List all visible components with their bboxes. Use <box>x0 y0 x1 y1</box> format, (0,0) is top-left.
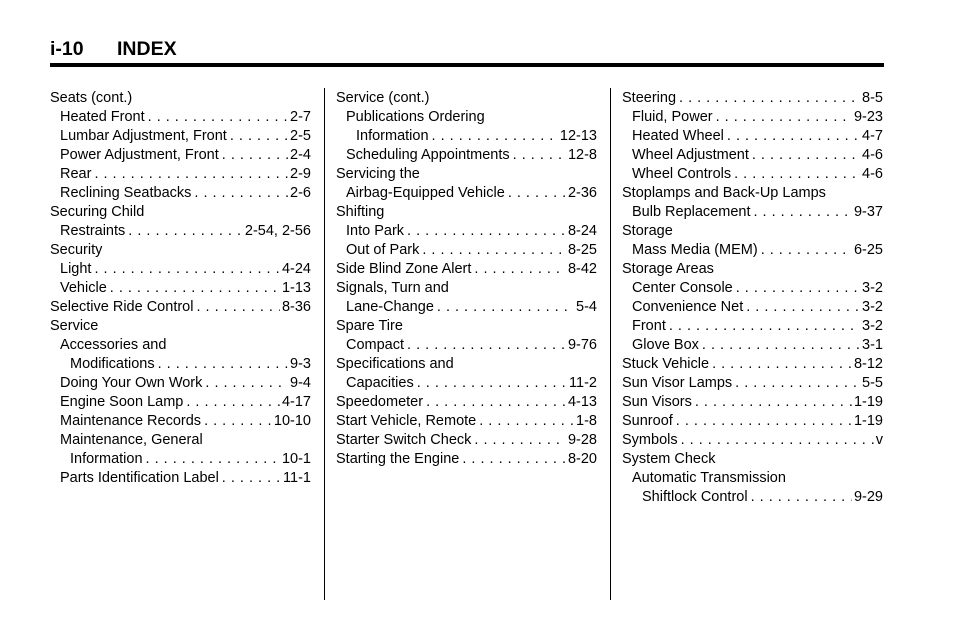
entry-label: Rear <box>60 166 92 182</box>
entry-page-ref: 9-37 <box>853 204 883 220</box>
entry-label: Information <box>356 128 429 144</box>
dot-leader <box>681 431 874 450</box>
dot-leader <box>158 355 288 374</box>
index-entry <box>50 108 311 127</box>
dot-leader <box>752 146 860 165</box>
entry-label: Maintenance, General <box>60 432 203 448</box>
index-entry <box>622 108 883 127</box>
entry-label: Doing Your Own Work <box>60 375 203 391</box>
entry-label: Seats (cont.) <box>50 90 133 106</box>
dot-leader <box>513 146 566 165</box>
index-entry <box>622 298 883 317</box>
index-column-right <box>622 89 883 507</box>
index-entry <box>622 317 883 336</box>
dot-leader <box>437 298 574 317</box>
index-entry <box>336 89 597 108</box>
dot-leader <box>204 412 272 431</box>
page-header <box>50 38 884 62</box>
entry-page-ref: 9-3 <box>290 356 311 372</box>
entry-page-ref: 1-19 <box>853 394 883 410</box>
entry-label: Publications Ordering <box>346 109 485 125</box>
index-column-left <box>50 89 311 488</box>
index-entry <box>622 165 883 184</box>
dot-leader <box>734 165 860 184</box>
entry-label: Lane-Change <box>346 299 434 315</box>
entry-label: Into Park <box>346 223 405 239</box>
entry-page-ref: 8-5 <box>862 90 883 106</box>
index-entry <box>622 184 883 203</box>
index-entry <box>50 260 311 279</box>
dot-leader <box>736 279 860 298</box>
index-entry <box>622 355 883 374</box>
entry-page-ref: 12-8 <box>567 147 597 163</box>
entry-page-ref: 8-20 <box>567 451 597 467</box>
index-entry <box>622 393 883 412</box>
entry-label: Sun Visor Lamps <box>622 375 733 391</box>
dot-leader <box>735 374 860 393</box>
entry-label: Modifications <box>70 356 155 372</box>
entry-label: Glove Box <box>632 337 699 353</box>
entry-page-ref: 3-2 <box>862 299 883 315</box>
entry-page-ref: 4-13 <box>567 394 597 410</box>
header-rule <box>50 63 884 67</box>
index-entry <box>336 146 597 165</box>
entry-page-ref: 2-36 <box>567 185 597 201</box>
entry-label: Scheduling Appointments <box>346 147 510 163</box>
index-entry <box>622 279 883 298</box>
dot-leader <box>712 355 852 374</box>
index-entry <box>622 89 883 108</box>
entry-label: Spare Tire <box>336 318 403 334</box>
entry-label: Symbols <box>622 432 678 448</box>
index-entry <box>50 203 311 222</box>
index-entry <box>622 450 883 469</box>
dot-leader <box>462 450 566 469</box>
entry-label: Starter Switch Check <box>336 432 472 448</box>
entry-label: Automatic Transmission <box>632 470 786 486</box>
index-entry <box>336 203 597 222</box>
dot-leader <box>751 488 852 507</box>
index-entry <box>622 469 883 488</box>
entry-page-ref: 4-6 <box>862 166 883 182</box>
entry-label: Fluid, Power <box>632 109 713 125</box>
entry-page-ref: 3-1 <box>862 337 883 353</box>
index-entry <box>336 450 597 469</box>
dot-leader <box>196 298 280 317</box>
entry-label: Heated Wheel <box>632 128 724 144</box>
entry-page-ref: 9-28 <box>567 432 597 448</box>
index-entry <box>336 431 597 450</box>
index-entry <box>336 336 597 355</box>
index-entry <box>50 165 311 184</box>
index-entry <box>50 393 311 412</box>
entry-page-ref: v <box>875 432 883 448</box>
entry-label: Light <box>60 261 92 277</box>
entry-page-ref: 6-25 <box>853 242 883 258</box>
index-entry <box>50 146 311 165</box>
entry-label: Storage Areas <box>622 261 714 277</box>
entry-label: Side Blind Zone Alert <box>336 261 472 277</box>
index-entry <box>50 241 311 260</box>
index-entry <box>622 431 883 450</box>
index-entry <box>50 412 311 431</box>
entry-page-ref: 2-54, 2-56 <box>244 223 311 239</box>
dot-leader <box>110 279 280 298</box>
entry-page-ref: 2-5 <box>290 128 311 144</box>
entry-label: Parts Identification Label <box>60 470 219 486</box>
dot-leader <box>417 374 567 393</box>
index-entry <box>336 317 597 336</box>
entry-label: Storage <box>622 223 673 239</box>
index-entry <box>336 298 597 317</box>
page-title: INDEX <box>117 38 177 60</box>
entry-label: Stuck Vehicle <box>622 356 710 372</box>
entry-label: Vehicle <box>60 280 107 296</box>
index-entry <box>336 108 597 127</box>
index-entry <box>336 165 597 184</box>
index-entry <box>336 127 597 146</box>
dot-leader <box>669 317 860 336</box>
index-entry <box>50 127 311 146</box>
index-entry <box>622 412 883 431</box>
entry-label: Wheel Controls <box>632 166 732 182</box>
index-entry <box>622 222 883 241</box>
index-entry <box>336 355 597 374</box>
entry-page-ref: 1-8 <box>576 413 597 429</box>
dot-leader <box>746 298 860 317</box>
dot-leader <box>94 165 288 184</box>
entry-page-ref: 8-25 <box>567 242 597 258</box>
index-entry <box>50 279 311 298</box>
index-entry <box>622 488 883 507</box>
entry-label: Restraints <box>60 223 126 239</box>
column-divider <box>610 88 611 600</box>
entry-label: Service <box>50 318 99 334</box>
entry-label: Front <box>632 318 666 334</box>
index-entry <box>622 146 883 165</box>
entry-page-ref: 10-10 <box>273 413 311 429</box>
entry-page-ref: 9-29 <box>853 489 883 505</box>
index-entry <box>50 298 311 317</box>
entry-label: Heated Front <box>60 109 145 125</box>
entry-label: Securing Child <box>50 204 145 220</box>
index-entry <box>50 431 311 450</box>
entry-label: Shiftlock Control <box>642 489 748 505</box>
index-entry <box>622 127 883 146</box>
entry-label: Speedometer <box>336 394 424 410</box>
entry-page-ref: 5-4 <box>576 299 597 315</box>
dot-leader <box>702 336 860 355</box>
dot-leader <box>146 450 280 469</box>
entry-page-ref: 2-6 <box>290 185 311 201</box>
index-entry <box>336 241 597 260</box>
index-entry <box>50 184 311 203</box>
dot-leader <box>432 127 558 146</box>
entry-label: Airbag-Equipped Vehicle <box>346 185 505 201</box>
entry-page-ref: 3-2 <box>862 318 883 334</box>
entry-page-ref: 9-23 <box>853 109 883 125</box>
dot-leader <box>474 260 566 279</box>
entry-label: Security <box>50 242 103 258</box>
dot-leader <box>474 431 566 450</box>
dot-leader <box>716 108 852 127</box>
index-entry <box>50 317 311 336</box>
dot-leader <box>148 108 288 127</box>
dot-leader <box>426 393 566 412</box>
entry-page-ref: 4-7 <box>862 128 883 144</box>
index-entry <box>50 450 311 469</box>
dot-leader <box>222 469 281 488</box>
entry-label: Servicing the <box>336 166 420 182</box>
entry-label: Shifting <box>336 204 385 220</box>
entry-page-ref: 8-42 <box>567 261 597 277</box>
index-entry <box>50 355 311 374</box>
entry-label: Stoplamps and Back-Up Lamps <box>622 185 826 201</box>
entry-page-ref: 12-13 <box>559 128 597 144</box>
entry-label: Information <box>70 451 143 467</box>
entry-page-ref: 2-9 <box>290 166 311 182</box>
page-number: i-10 <box>50 38 84 60</box>
entry-page-ref: 4-24 <box>281 261 311 277</box>
index-entry <box>336 279 597 298</box>
entry-label: Center Console <box>632 280 733 296</box>
entry-page-ref: 10-1 <box>281 451 311 467</box>
entry-page-ref: 5-5 <box>862 375 883 391</box>
dot-leader <box>727 127 860 146</box>
entry-page-ref: 8-12 <box>853 356 883 372</box>
entry-page-ref: 9-76 <box>567 337 597 353</box>
entry-label: Reclining Seatbacks <box>60 185 192 201</box>
entry-label: Out of Park <box>346 242 420 258</box>
entry-page-ref: 11-2 <box>569 375 597 391</box>
entry-page-ref: 1-19 <box>853 413 883 429</box>
index-entry <box>622 374 883 393</box>
entry-label: Power Adjustment, Front <box>60 147 219 163</box>
dot-leader <box>222 146 288 165</box>
entry-label: Start Vehicle, Remote <box>336 413 477 429</box>
entry-label: Sunroof <box>622 413 673 429</box>
column-divider <box>324 88 325 600</box>
index-entry <box>622 241 883 260</box>
dot-leader <box>479 412 574 431</box>
entry-page-ref: 4-17 <box>281 394 311 410</box>
entry-label: Wheel Adjustment <box>632 147 749 163</box>
entry-label: Maintenance Records <box>60 413 202 429</box>
dot-leader <box>230 127 288 146</box>
entry-page-ref: 1-13 <box>281 280 311 296</box>
entry-label: Mass Media (MEM) <box>632 242 758 258</box>
dot-leader <box>94 260 280 279</box>
entry-label: Steering <box>622 90 677 106</box>
entry-label: Starting the Engine <box>336 451 460 467</box>
entry-label: Selective Ride Control <box>50 299 194 315</box>
dot-leader <box>194 184 288 203</box>
dot-leader <box>205 374 288 393</box>
dot-leader <box>407 222 566 241</box>
entry-label: System Check <box>622 451 716 467</box>
index-entry <box>336 222 597 241</box>
index-entry <box>50 222 311 241</box>
dot-leader <box>676 412 852 431</box>
index-entry <box>50 89 311 108</box>
dot-leader <box>761 241 852 260</box>
entry-label: Bulb Replacement <box>632 204 751 220</box>
dot-leader <box>422 241 566 260</box>
dot-leader <box>407 336 566 355</box>
index-entry <box>336 260 597 279</box>
dot-leader <box>508 184 566 203</box>
entry-page-ref: 4-6 <box>862 147 883 163</box>
entry-label: Engine Soon Lamp <box>60 394 184 410</box>
entry-label: Signals, Turn and <box>336 280 449 296</box>
dot-leader <box>754 203 852 222</box>
entry-page-ref: 2-4 <box>290 147 311 163</box>
entry-page-ref: 8-24 <box>567 223 597 239</box>
entry-page-ref: 11-1 <box>283 470 311 486</box>
entry-label: Convenience Net <box>632 299 744 315</box>
index-entry <box>50 469 311 488</box>
entry-label: Lumbar Adjustment, Front <box>60 128 227 144</box>
index-column-middle <box>336 89 597 469</box>
dot-leader <box>186 393 280 412</box>
index-entry <box>622 203 883 222</box>
dot-leader <box>679 89 860 108</box>
entry-label: Compact <box>346 337 405 353</box>
entry-page-ref: 2-7 <box>290 109 311 125</box>
index-entry <box>50 336 311 355</box>
index-entry <box>622 336 883 355</box>
entry-label: Accessories and <box>60 337 167 353</box>
entry-page-ref: 8-36 <box>281 299 311 315</box>
index-entry <box>50 374 311 393</box>
index-entry <box>336 374 597 393</box>
entry-page-ref: 9-4 <box>290 375 311 391</box>
entry-label: Capacities <box>346 375 414 391</box>
index-entry <box>336 184 597 203</box>
index-entry <box>336 393 597 412</box>
entry-page-ref: 3-2 <box>862 280 883 296</box>
dot-leader <box>128 222 243 241</box>
index-entry <box>622 260 883 279</box>
entry-label: Service (cont.) <box>336 90 430 106</box>
entry-label: Specifications and <box>336 356 454 372</box>
index-entry <box>336 412 597 431</box>
entry-label: Sun Visors <box>622 394 692 410</box>
dot-leader <box>695 393 852 412</box>
